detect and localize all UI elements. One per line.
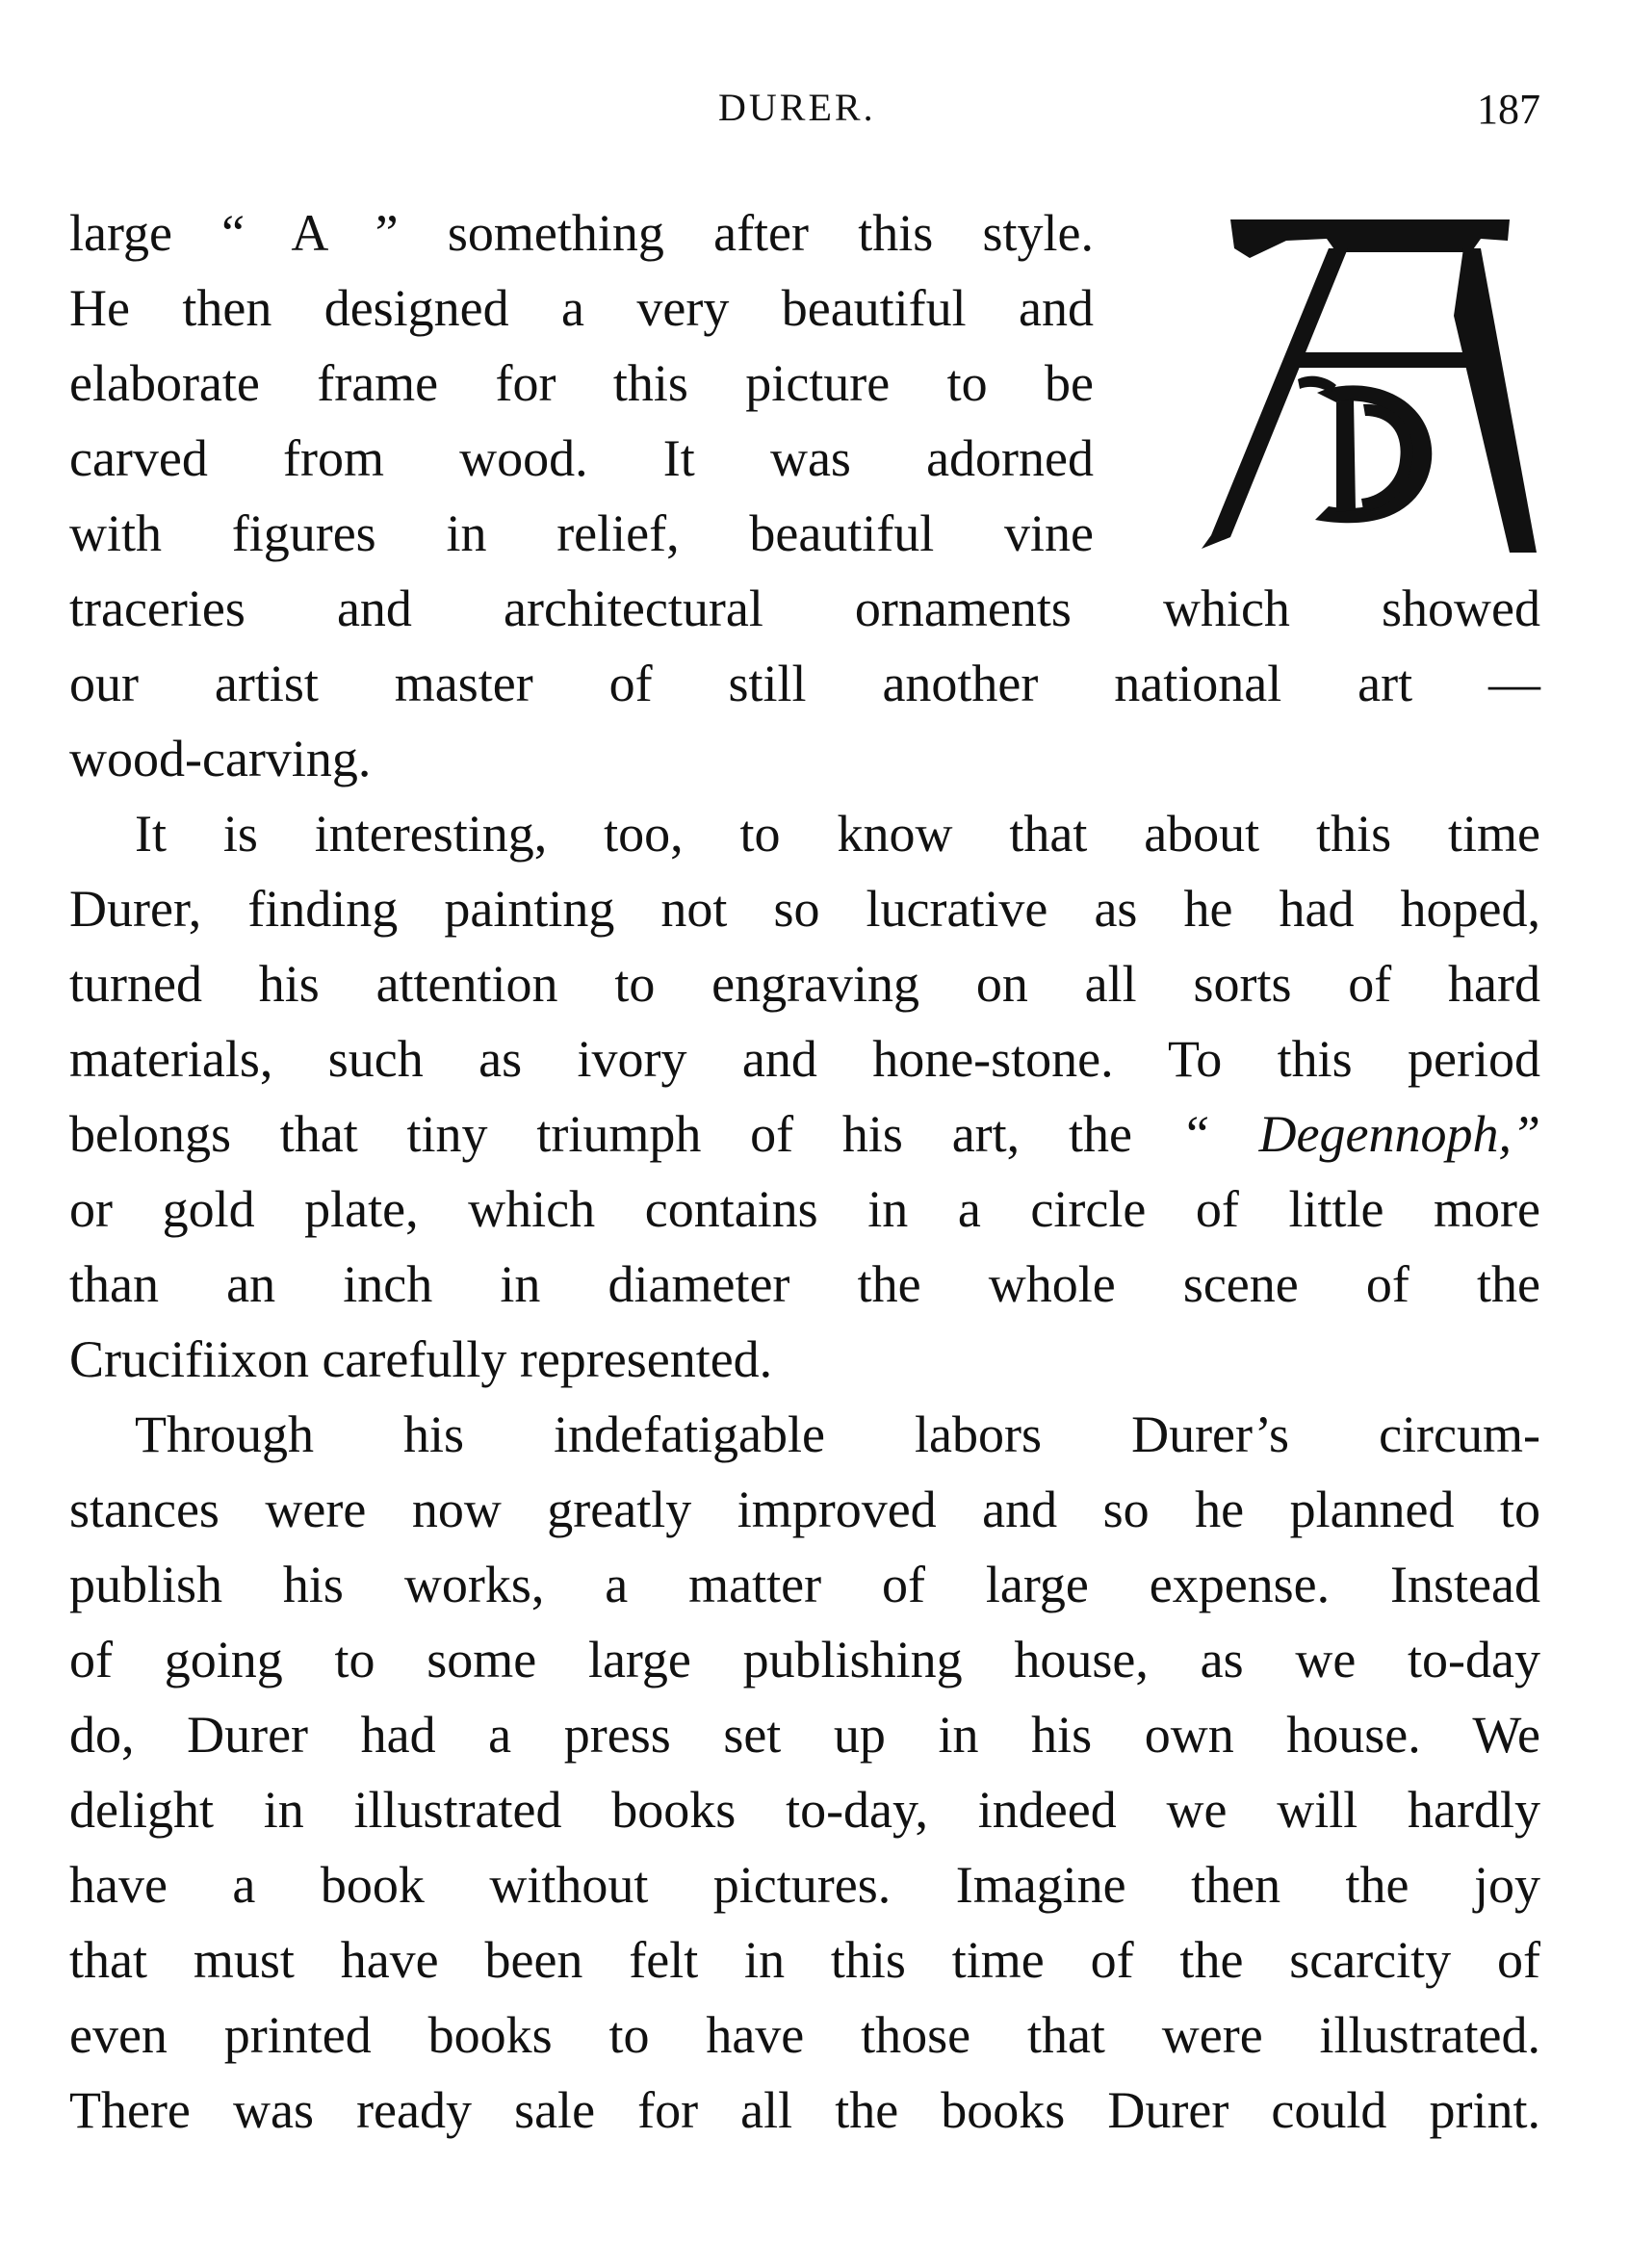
italic-term: “ Degennoph,”: [1180, 1105, 1541, 1163]
text-line: large “ A ” something after this style.: [69, 204, 1094, 262]
text-line: carved from wood. It was adorned: [69, 429, 1094, 487]
text-line: than an inch in diameter the whole scene of the: [69, 1255, 1540, 1313]
text-line: even printed books to have those that were illustrated.: [69, 2006, 1540, 2064]
text-line: materials, such as ivory and hone-stone. To this period: [69, 1030, 1540, 1088]
text-line-with-italic: [69, 1105, 1540, 1163]
text-line: Durer, finding painting not so lucrative as he had hoped,: [69, 880, 1540, 938]
text-line: There was ready sale for all the books Durer could print.: [69, 2081, 1540, 2139]
page-number: 187: [1477, 86, 1540, 133]
text-line: publish his works, a matter of large expense. Instead: [69, 1556, 1540, 1613]
running-header: DURER.: [718, 86, 876, 129]
text-line: do, Durer had a press set up in his own house. We: [69, 1706, 1540, 1764]
text-line: our artist master of still another national art —: [69, 655, 1540, 712]
durer-monogram-icon: [1192, 210, 1542, 562]
text-line: with figures in relief, beautiful vine: [69, 504, 1094, 562]
text-line: wood-carving.: [69, 730, 372, 787]
text-line: Through his indefatigable labors Durer’s circum-: [135, 1405, 1540, 1463]
text-line: Crucifiixon carefully represented.: [69, 1330, 773, 1388]
text-line: have a book without pictures. Imagine then the joy: [69, 1856, 1540, 1914]
text-line: or gold plate, which contains in a circle of little more: [69, 1180, 1540, 1238]
text-line: delight in illustrated books to-day, indeed we will hardly: [69, 1781, 1540, 1839]
text-line: elaborate frame for this picture to be: [69, 354, 1094, 412]
text-line: of going to some large publishing house, as we to-day: [69, 1631, 1540, 1688]
text-line: traceries and architectural ornaments which showed: [69, 580, 1540, 637]
text-line: stances were now greatly improved and so he planned to: [69, 1481, 1540, 1538]
text-line: It is interesting, too, to know that about this time: [135, 805, 1540, 863]
text-line: that must have been felt in this time of the scarcity of: [69, 1931, 1540, 1989]
text-segment: belongs that tiny triumph of his art, the: [69, 1105, 1132, 1163]
text-line: He then designed a very beautiful and: [69, 279, 1094, 337]
text-line: turned his attention to engraving on all sorts of hard: [69, 955, 1540, 1013]
